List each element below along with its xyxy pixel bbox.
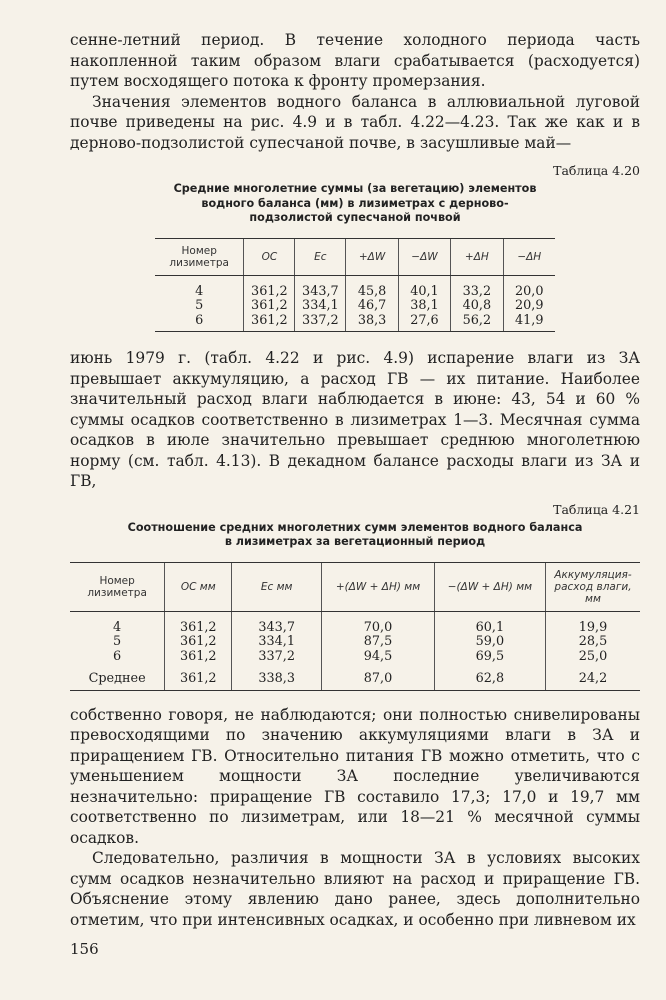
table-cell: 337,2	[232, 650, 322, 665]
column-header: Eс	[295, 238, 346, 275]
table-cell: 33,2	[451, 275, 503, 299]
column-header: Аккумуляция-расход влаги, мм	[545, 562, 640, 611]
column-header: Номер лизиметра	[70, 562, 165, 611]
table-4-21	[70, 562, 640, 691]
table-cell: 27,6	[398, 314, 450, 332]
column-header: Eс мм	[232, 562, 322, 611]
table-cell: 25,0	[545, 650, 640, 665]
table-row	[70, 650, 640, 665]
table-cell: 62,8	[434, 664, 545, 690]
column-header: ОС мм	[165, 562, 232, 611]
table-cell: 361,2	[165, 664, 232, 690]
table-cell: 56,2	[451, 314, 503, 332]
table-cell: 334,1	[295, 299, 346, 314]
table-row	[155, 299, 555, 314]
table-cell: 94,5	[322, 650, 435, 665]
table-cell: 19,9	[545, 611, 640, 635]
table-row-average	[70, 664, 640, 690]
table-cell: 5	[195, 298, 204, 313]
table-cell: 38,3	[346, 314, 398, 332]
table-cell: 28,5	[545, 635, 640, 650]
page-content	[70, 30, 640, 930]
page-number: 156	[70, 940, 99, 958]
table-cell: 20,9	[503, 299, 555, 314]
table-title	[70, 521, 640, 550]
table-cell: 70,0	[322, 611, 435, 635]
table-cell: 60,1	[434, 611, 545, 635]
paragraph: Следовательно, различия в мощности ЗА в условиях высоких сумм осадков незначительно влияют на расход и приращение ГВ. Объяснение этому явлению дано ранее, здесь дополнительно отметим, что при интенсивных осадках, и особенно при ливневом их	[70, 849, 640, 929]
table-cell: 337,2	[295, 314, 346, 332]
table-cell: 361,2	[244, 314, 295, 332]
table-row	[155, 314, 555, 332]
table-title	[70, 182, 640, 226]
table-title-line: Соотношение средних многолетних сумм элементов водного баланса	[127, 520, 583, 534]
table-cell: 361,2	[165, 611, 232, 635]
paragraph: собственно говоря, не наблюдаются; они полностью снивелированы превосходящими по значению аккумуляциями влаги в ЗА и приращением ГВ. Относительно питания ГВ можно отметить, что с уменьшением мощности ЗА последние увеличиваются незначительно: приращение ГВ составило 17,3; 17,0 и 19,7 мм соответственно по лизиметрам, или 18—21 % месячной суммы осадков.	[70, 705, 640, 847]
table-cell: 59,0	[434, 635, 545, 650]
table-title-line: подзолистой супесчаной почвой	[249, 211, 461, 224]
table-cell: 20,0	[503, 275, 555, 299]
table-cell: 361,2	[165, 635, 232, 650]
table-cell: 4	[113, 619, 122, 635]
paragraph: июнь 1979 г. (табл. 4.22 и рис. 4.9) испарение влаги из ЗА превышает аккумуляцию, а расход ГВ — их питание. Наиболее значительный расход влаги наблюдается в июне: 43, 54 и 60 % суммы осадков соответственно в лизиметрах 1—3. Месячная сумма осадков в июле значительно превышает среднюю многолетнюю норму (см. табл. 4.13). В декадном балансе расходы влаги из ЗА и ГВ,	[70, 349, 640, 490]
table-caption: Таблица 4.20	[553, 163, 640, 178]
table-cell: 87,5	[322, 635, 435, 650]
paragraph: Значения элементов водного баланса в аллювиальной луговой почве приведены на рис. 4.9 и в табл. 4.22—4.23. Так же как и в дерново-подзолистой супесчаной почве, в засушливые май—	[70, 92, 640, 152]
table-cell: 46,7	[346, 299, 398, 314]
column-header: −ΔW	[398, 238, 450, 275]
column-header: −ΔH	[503, 238, 555, 275]
table-cell: 334,1	[232, 635, 322, 650]
table-cell: 40,8	[451, 299, 503, 314]
table-cell: 361,2	[244, 275, 295, 299]
table-cell: 361,2	[165, 650, 232, 665]
table-title-line: Средние многолетние суммы (за вегетацию) элементов	[173, 182, 537, 195]
table-cell: 6	[155, 314, 244, 332]
table-row	[70, 611, 640, 635]
table-cell: 41,9	[503, 314, 555, 332]
column-header: Номер лизиметра	[155, 238, 244, 275]
table-cell: 5	[113, 634, 122, 649]
paragraph: сенне-летний период. В течение холодного периода часть накопленной таким образом влаги срабатывается (расходуется) путем восходящего потока к фронту промерзания.	[70, 31, 640, 90]
table-cell: 38,1	[398, 299, 450, 314]
table-cell: 87,0	[322, 664, 435, 690]
column-header: −(ΔW + ΔH) мм	[434, 562, 545, 611]
table-title-line: в лизиметрах за вегетационный период	[224, 535, 486, 548]
column-header: +ΔW	[346, 238, 398, 275]
table-row	[155, 275, 555, 299]
table-cell: 24,2	[545, 664, 640, 690]
table-cell: Среднее	[70, 664, 165, 690]
table-title-line: водного баланса (мм) в лизиметрах с дерново-	[201, 196, 509, 210]
column-header: ОС	[244, 238, 295, 275]
table-cell: 343,7	[232, 611, 322, 635]
table-cell: 343,7	[295, 275, 346, 299]
table-cell: 361,2	[244, 299, 295, 314]
table-cell: 6	[113, 648, 122, 664]
table-caption: Таблица 4.21	[553, 501, 640, 517]
table-cell: 4	[195, 283, 204, 299]
table-cell: 40,1	[398, 275, 450, 299]
column-header: +ΔH	[451, 238, 503, 275]
table-cell: 45,8	[346, 275, 398, 299]
table-cell: 338,3	[232, 664, 322, 690]
column-header: +(ΔW + ΔH) мм	[322, 562, 435, 611]
table-row	[70, 635, 640, 650]
table-4-20	[155, 238, 555, 333]
table-cell: 69,5	[434, 650, 545, 665]
